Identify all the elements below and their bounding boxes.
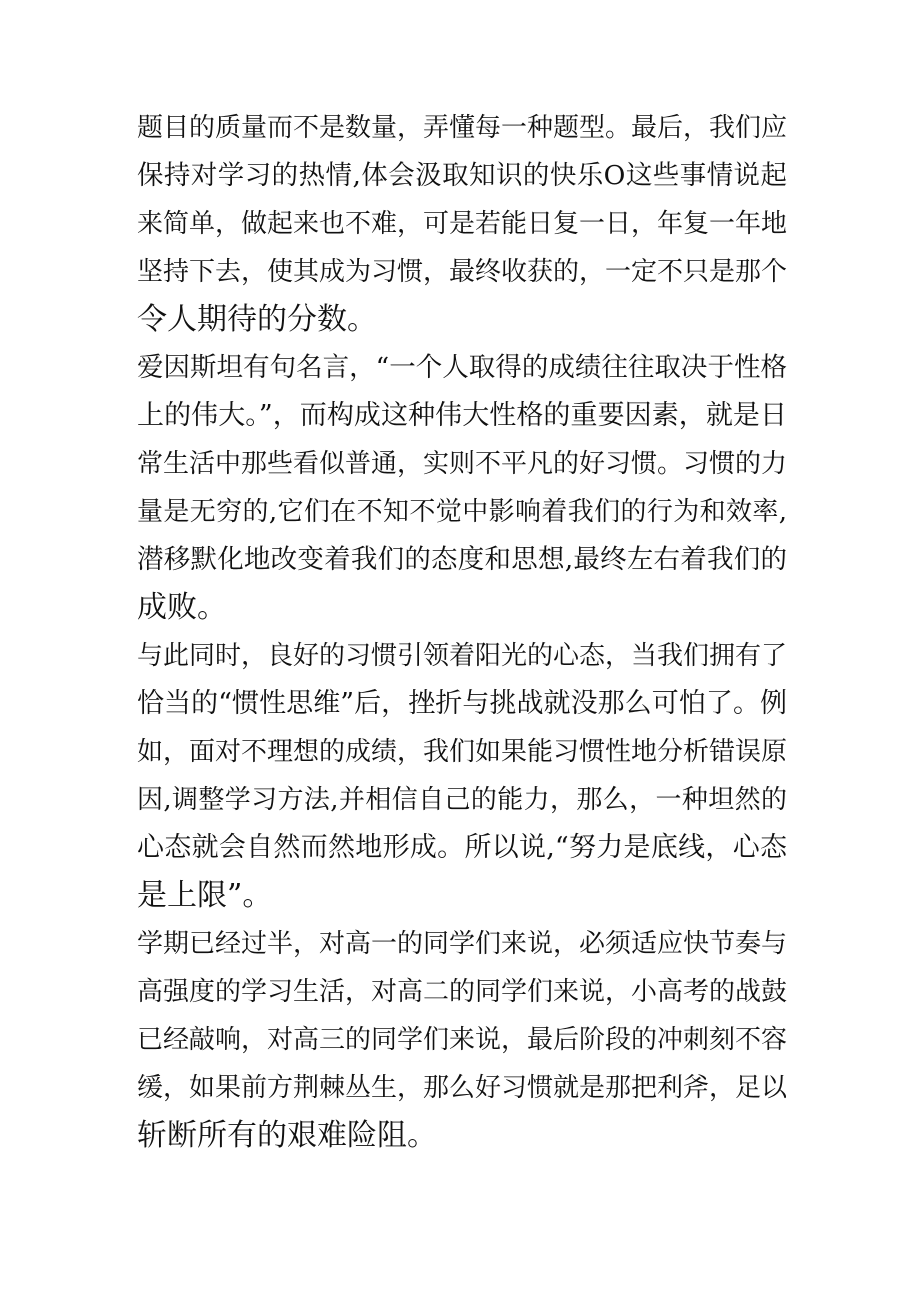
text-line: 坚持下去，使其成为习惯，最终收获的，一定不只是那个 bbox=[137, 257, 788, 287]
text-line: 爱因斯坦有句名言，“一个人取得的成绩往往取决于性格 bbox=[137, 352, 787, 383]
text-line: 斩断所有的艰难险阻。 bbox=[137, 1118, 437, 1153]
text-line: 如，面对不理想的成绩，我们如果能习惯性地分析错误原 bbox=[137, 737, 788, 767]
body-text bbox=[137, 104, 787, 1160]
text-line: 与此同时，良好的习惯引领着阳光的心态，当我们拥有了 bbox=[137, 641, 788, 671]
text-line: 令人期待的分数。 bbox=[137, 302, 377, 337]
text-line: 成败。 bbox=[137, 590, 227, 625]
text-line: 已经敲响，对高三的同学们来说，最后阶段的冲刺刻不容 bbox=[137, 1025, 788, 1055]
text-line: 来简单，做起来也不难，可是若能日复一日，年复一年地 bbox=[137, 209, 788, 239]
text-line: 题目的质量而不是数量，弄懂每一种题型。最后，我们应 bbox=[137, 113, 788, 143]
text-line: 学期已经过半，对高一的同学们来说，必须适应快节奏与 bbox=[137, 929, 788, 959]
text-line: 上的伟大。”，而构成这种伟大性格的重要因素，就是日 bbox=[137, 400, 787, 431]
text-line: 因,调整学习方法,并相信自己的能力，那么，一种坦然的 bbox=[137, 785, 787, 815]
text-line: 潜移默化地改变着我们的态度和思想,最终左右着我们的 bbox=[137, 544, 787, 575]
text-line: 保持对学习的热情,体会汲取知识的快乐O这些事情说起 bbox=[137, 160, 787, 191]
text-line: 高强度的学习生活，对高二的同学们来说，小高考的战鼓 bbox=[137, 977, 788, 1007]
text-line: 常生活中那些看似普通，实则不平凡的好习惯。习惯的力 bbox=[137, 449, 788, 479]
text-line: 缓，如果前方荆棘丛生，那么好习惯就是那把利斧，足以 bbox=[137, 1073, 788, 1103]
text-line: 是上限”。 bbox=[137, 878, 273, 913]
text-line: 量是无穷的,它们在不知不觉中影响着我们的行为和效率, bbox=[137, 497, 787, 527]
text-line: 心态就会自然而然地形成。所以说,“努力是底线，心态 bbox=[137, 832, 787, 863]
text-line: 恰当的“惯性思维”后，挫折与挑战就没那么可怕了。例 bbox=[137, 688, 787, 719]
